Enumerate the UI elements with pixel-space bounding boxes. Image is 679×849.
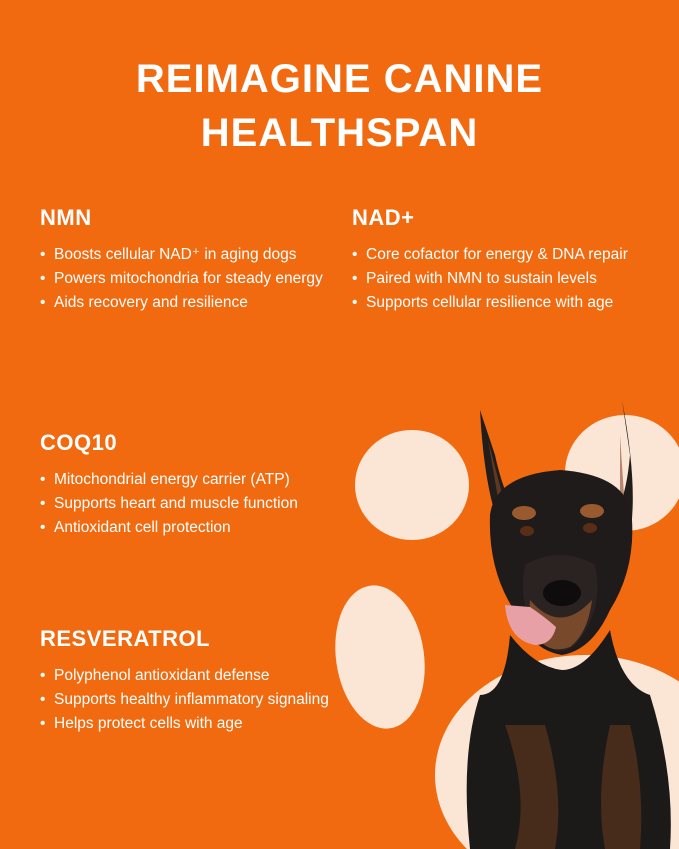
list-item: • Core cofactor for energy & DNA repair [352,243,652,267]
benefit-list [40,243,330,315]
section-heading: RESVERATROL [40,626,211,651]
list-item: • Helps protect cells with age [40,712,340,736]
page-title [0,52,679,160]
benefit-list [40,468,370,540]
list-item: • Supports heart and muscle function [40,492,370,516]
section-resveratrol [40,626,340,736]
list-item: • Antioxidant cell protection [40,516,370,540]
paw-toe-pad [330,580,434,735]
list-item: • Powers mitochondria for steady energy [40,267,330,291]
list-item: • Supports cellular resilience with age [352,291,652,315]
list-item: • Aids recovery and resilience [40,291,330,315]
list-item: • Polyphenol antioxidant defense [40,664,340,688]
section-heading: NMN [40,205,92,230]
benefit-list [352,243,652,315]
paw-toe-pad [355,430,469,540]
section-nmn [40,205,330,315]
dog-with-paw-illustration [330,395,679,849]
section-heading: NAD+ [352,205,415,230]
list-item: • Paired with NMN to sustain levels [352,267,652,291]
section-heading: COQ10 [40,430,118,455]
list-item: • Supports healthy inflammatory signaling [40,688,340,712]
list-item: • Boosts cellular NAD⁺ in aging dogs [40,243,330,267]
section-nad [352,205,652,315]
benefit-list [40,664,340,736]
title-line-1: REIMAGINE CANINE [135,57,544,101]
title-line-2: HEALTHSPAN [200,111,479,155]
list-item: • Mitochondrial energy carrier (ATP) [40,468,370,492]
section-coq10 [40,430,370,540]
